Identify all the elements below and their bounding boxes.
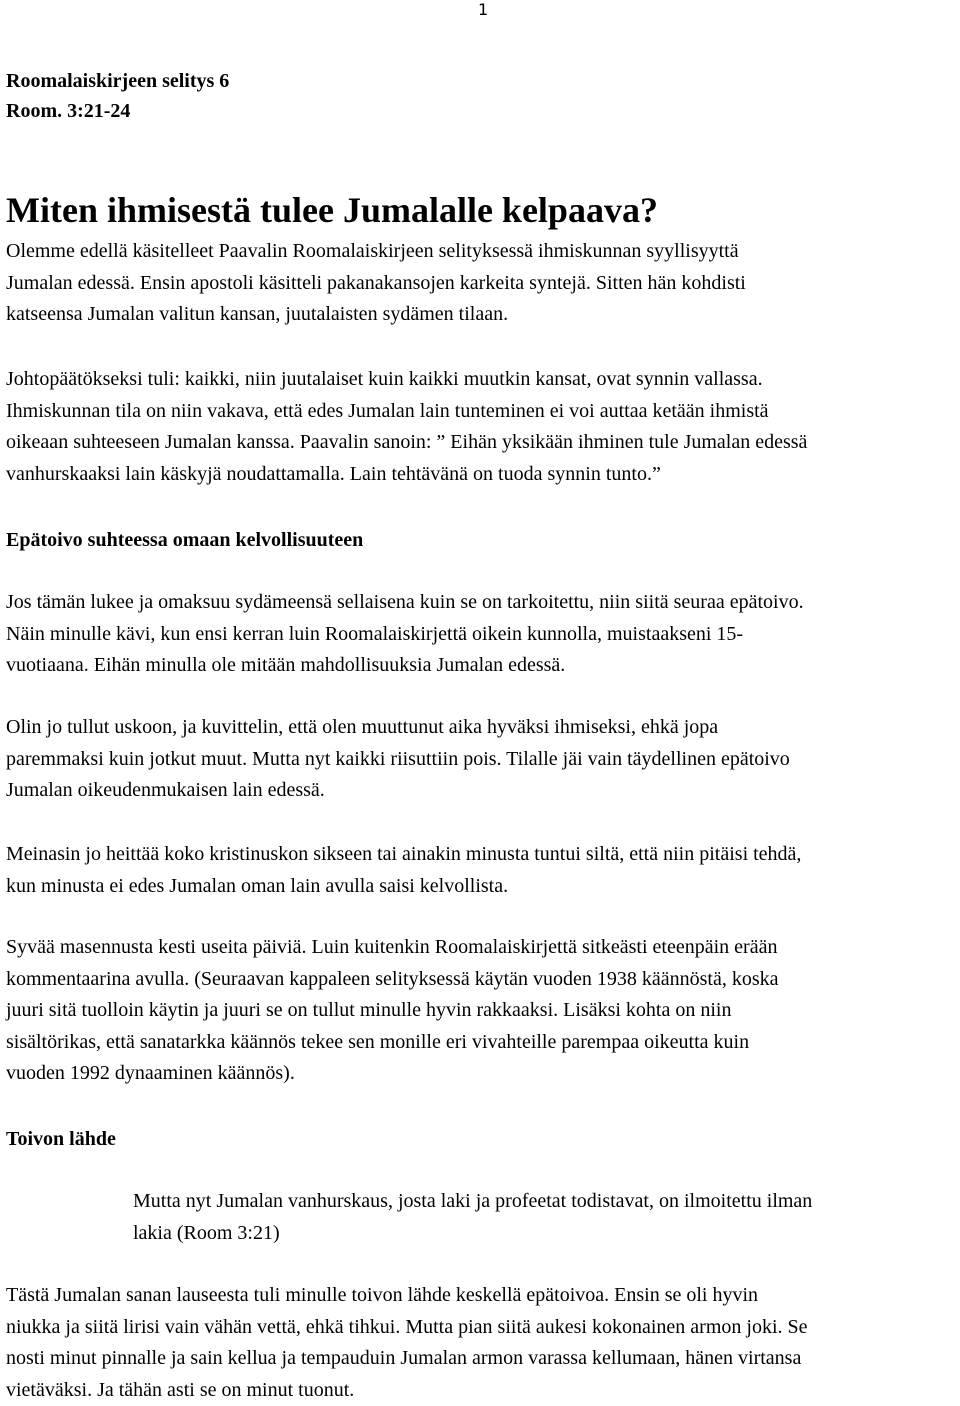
paragraph-line: niukka ja siitä lirisi vain vähän vettä, ehkä tihkui. Mutta pian siitä aukesi kokonainen armon joki. Se	[6, 1312, 960, 1344]
page-number: 1	[478, 0, 488, 20]
paragraph-line: Syvää masennusta kesti useita päiviä. Luin kuitenkin Roomalaiskirjettä sitkeästi eteenpäin erään	[6, 932, 960, 964]
paragraph-4	[6, 712, 960, 807]
paragraph-line: Ihmiskunnan tila on niin vakava, että edes Jumalan lain tunteminen ei voi auttaa ketään ihmistä	[6, 396, 960, 428]
series-title: Roomalaiskirjeen selitys 6	[6, 68, 229, 94]
paragraph-2	[6, 364, 960, 490]
scripture-reference: Room. 3:21-24	[6, 98, 130, 124]
paragraph-line: Jos tämän lukee ja omaksuu sydämeensä sellaisena kuin se on tarkoitettu, niin siitä seuraa epätoivo.	[6, 587, 960, 619]
paragraph-line: oikeaan suhteeseen Jumalan kanssa. Paavalin sanoin: ” Eihän yksikään ihminen tule Jumalan edessä	[6, 427, 960, 459]
paragraph-line: vuotiaana. Eihän minulla ole mitään mahdollisuuksia Jumalan edessä.	[6, 650, 960, 682]
paragraph-line: kun minusta ei edes Jumalan oman lain avulla saisi kelvollista.	[6, 871, 960, 903]
scripture-quote	[133, 1186, 812, 1249]
paragraph-3	[6, 587, 960, 682]
paragraph-line: katseensa Jumalan valitun kansan, juutalaisten sydämen tilaan.	[6, 299, 960, 331]
paragraph-line: paremmaksi kuin jotkut muut. Mutta nyt kaikki riisuttiin pois. Tilalle jäi vain täydellinen epätoivo	[6, 744, 960, 776]
paragraph-line: Näin minulle kävi, kun ensi kerran luin Roomalaiskirjettä oikein kunnolla, muistaakseni 15-	[6, 619, 960, 651]
paragraph-line: sisältörikas, että sanatarkka käännös tekee sen monille eri vivahteille parempaa oikeutta kuin	[6, 1027, 960, 1059]
paragraph-line: vuoden 1992 dynaaminen käännös).	[6, 1058, 960, 1090]
paragraph-line: juuri sitä tuolloin käytin ja juuri se on tullut minulle hyvin rakkaaksi. Lisäksi kohta on niin	[6, 995, 960, 1027]
paragraph-line: Johtopäätökseksi tuli: kaikki, niin juutalaiset kuin kaikki muutkin kansat, ovat synnin vallassa.	[6, 364, 960, 396]
section-heading-despair: Epätoivo suhteessa omaan kelvollisuuteen	[6, 527, 363, 553]
section-heading-source-of-hope: Toivon lähde	[6, 1126, 116, 1152]
paragraph-line: Meinasin jo heittää koko kristinuskon sikseen tai ainakin minusta tuntui siltä, että niin pitäisi tehdä,	[6, 839, 960, 871]
paragraph-line: nosti minut pinnalle ja sain kellua ja tempauduin Jumalan armon varassa kellumaan, hänen virtansa	[6, 1343, 960, 1375]
paragraph-line: Olemme edellä käsitelleet Paavalin Roomalaiskirjeen selityksessä ihmiskunnan syyllisyyttä	[6, 236, 960, 268]
paragraph-7	[6, 1280, 960, 1406]
paragraph-line: Olin jo tullut uskoon, ja kuvittelin, että olen muuttunut aika hyväksi ihmiseksi, ehkä jopa	[6, 712, 960, 744]
paragraph-line: vietäväksi. Ja tähän asti se on minut tuonut.	[6, 1375, 960, 1406]
page-title: Miten ihmisestä tulee Jumalalle kelpaava?	[6, 188, 658, 232]
paragraph-line: Jumalan oikeudenmukaisen lain edessä.	[6, 775, 960, 807]
paragraph-line: Jumalan edessä. Ensin apostoli käsitteli pakanakansojen karkeita syntejä. Sitten hän kohdisti	[6, 268, 960, 300]
paragraph-line: Tästä Jumalan sanan lauseesta tuli minulle toivon lähde keskellä epätoivoa. Ensin se oli hyvin	[6, 1280, 960, 1312]
paragraph-6	[6, 932, 960, 1090]
paragraph-5	[6, 839, 960, 902]
quote-line: Mutta nyt Jumalan vanhurskaus, josta laki ja profeetat todistavat, on ilmoitettu ilman	[133, 1186, 812, 1218]
quote-line: lakia (Room 3:21)	[133, 1218, 812, 1250]
paragraph-line: vanhurskaaksi lain käskyjä noudattamalla. Lain tehtävänä on tuoda synnin tunto.”	[6, 459, 960, 491]
paragraph-1	[6, 236, 960, 331]
paragraph-line: kommentaarina avulla. (Seuraavan kappaleen selityksessä käytän vuoden 1938 käännöstä, koska	[6, 964, 960, 996]
